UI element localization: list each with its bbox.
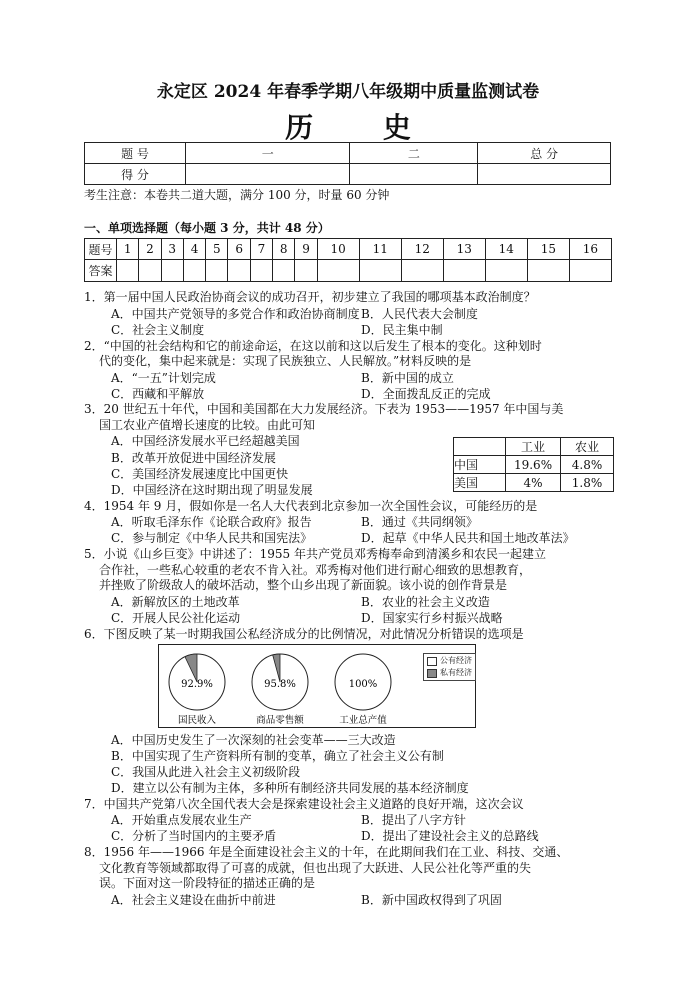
q3-table-cell: 中国 [454, 456, 506, 474]
question-option[interactable]: C．美国经济发展速度比中国更快 [111, 467, 289, 481]
pie-value-label: 95.8% [264, 679, 296, 690]
pie-category-label: 商品零售额 [256, 715, 304, 726]
q3-table-cell: 19.6% [505, 456, 560, 474]
answer-grid-number: 10 [317, 239, 359, 260]
score-col-section2: 二 [350, 143, 478, 164]
question-stem-line: 6．下图反映了某一时期我国公私经济成分的比例情况，对此情况分析错误的选项是 [84, 627, 524, 641]
question-option[interactable]: C．分析了当时国内的主要矛盾 [111, 829, 277, 843]
answer-grid-number: 15 [527, 239, 569, 260]
answer-cell[interactable] [206, 260, 228, 282]
answer-cell[interactable] [527, 260, 569, 282]
answer-grid-number: 16 [569, 239, 611, 260]
question-option[interactable]: D．国家实行乡村振兴战略 [361, 611, 503, 625]
answer-cell[interactable] [401, 260, 443, 282]
question-option[interactable]: A．中国历史发生了一次深刻的社会变革——三大改造 [111, 733, 396, 747]
answer-cell[interactable] [273, 260, 295, 282]
answer-cell[interactable] [295, 260, 317, 282]
score-col-section1: 一 [186, 143, 350, 164]
question-option[interactable]: D．提出了建设社会主义的总路线 [361, 829, 539, 843]
question-option[interactable]: D．中国经济在这时期出现了明显发展 [111, 483, 313, 497]
q3-table-cell: 1.8% [561, 474, 614, 492]
legend-swatch-private [427, 669, 437, 678]
answer-grid-number: 7 [250, 239, 272, 260]
question-stem-line: 并挫败了阶级敌人的破坏活动，整个山乡出现了新面貌。该小说的创作背景是 [99, 578, 508, 592]
question-stem-line: 合作社，一些私心较重的老农不肯入社。邓秀梅对他们进行耐心细致的思想教育， [99, 563, 532, 577]
answer-cell[interactable] [117, 260, 139, 282]
answer-cell[interactable] [250, 260, 272, 282]
answer-grid [84, 238, 612, 282]
score-cell-section2[interactable] [350, 164, 478, 185]
question-option[interactable]: D．全面拨乱反正的完成 [361, 387, 491, 401]
score-table [84, 142, 611, 185]
question-stem-line: 2．“中国的社会结构和它的前途命运，在这以前和这以后发生了根本的变化。这种划时 [84, 339, 542, 353]
q3-table-cell: 4% [505, 474, 560, 492]
answer-grid-number: 3 [161, 239, 183, 260]
q3-table-header [454, 438, 506, 456]
question-stem-line: 国工农业产值增长速度的比较。由此可知 [99, 418, 316, 432]
q3-table-header: 农业 [561, 438, 614, 456]
legend-item-private [427, 667, 472, 679]
score-col-total: 总 分 [478, 143, 611, 164]
pie-category-label: 国民收入 [177, 715, 217, 726]
pie-figure [158, 644, 476, 728]
answer-grid-number: 4 [183, 239, 205, 260]
question-option[interactable]: B．提出了八字方针 [361, 813, 466, 827]
answer-cell[interactable] [183, 260, 205, 282]
answer-grid-label-number: 题号 [85, 239, 117, 260]
question-option[interactable]: A．中国经济发展水平已经超越美国 [111, 434, 300, 448]
question-stem-line: 3．20 世纪五十年代，中国和美国都在大力发展经济。下表为 1953——1957 年中国与美 [84, 402, 564, 416]
question-stem-line: 1．第一届中国人民政治协商会议的成功召开，初步建立了我国的哪项基本政治制度？ [84, 290, 536, 304]
question-option[interactable]: C．社会主义制度 [111, 323, 205, 337]
question-option[interactable]: A．社会主义建设在曲折中前进 [111, 893, 276, 907]
exam-title: 永定区 2024 年春季学期八年级期中质量监测试卷 [156, 82, 540, 102]
question-stem-line: 8．1956 年——1966 年是全面建设社会主义的十年，在此期间我们在工业、科技、交通、 [84, 845, 569, 859]
question-stem-line: 5．小说《山乡巨变》中讲述了：1955 年共产党员邓秀梅奉命到清溪乡和农民一起建立 [84, 547, 546, 561]
question-option[interactable]: B．改革开放促进中国经济发展 [111, 451, 276, 465]
answer-cell[interactable] [317, 260, 359, 282]
score-row-label-score: 得 分 [85, 164, 186, 185]
answer-cell[interactable] [161, 260, 183, 282]
subject-title: 历 史 [285, 111, 441, 144]
answer-cell[interactable] [139, 260, 161, 282]
question-option[interactable]: C．我国从此进入社会主义初级阶段 [111, 765, 301, 779]
pie-legend [423, 653, 476, 681]
q3-table-cell: 4.8% [561, 456, 614, 474]
legend-label-private: 私有经济 [440, 668, 472, 677]
q3-table-cell: 美国 [454, 474, 506, 492]
section1-heading: 一、单项选择题（每小题 3 分，共计 48 分） [84, 221, 330, 235]
score-row-label-number: 题 号 [85, 143, 186, 164]
question-option[interactable]: D．起草《中华人民共和国土地改革法》 [361, 531, 575, 545]
question-option[interactable]: B．通过《共同纲领》 [361, 515, 478, 529]
legend-swatch-public [427, 657, 437, 666]
question-option[interactable]: A．中国共产党领导的多党合作和政治协商制度 [111, 307, 360, 321]
pie-3 [335, 654, 391, 726]
question-stem-line: 代的变化，集中起来就是：实现了民族独立、人民解放。”材料反映的是 [99, 354, 472, 368]
exam-notice: 考生注意：本卷共二道大题，满分 100 分，时量 60 分钟 [84, 188, 390, 202]
legend-label-public: 公有经济 [440, 656, 472, 665]
q3-comparison-table [453, 437, 614, 492]
question-stem-line: 文化教育等领域都取得了可喜的成就，但也出现了大跃进、人民公社化等严重的失 [99, 861, 532, 875]
question-option[interactable]: D．民主集中制 [361, 323, 443, 337]
pie-value-label: 92.9% [181, 679, 213, 690]
answer-cell[interactable] [228, 260, 250, 282]
q3-table-header: 工业 [505, 438, 560, 456]
answer-grid-number: 11 [359, 239, 401, 260]
question-option[interactable]: D．建立以公有制为主体，多种所有制经济共同发展的基本经济制度 [111, 781, 469, 795]
answer-grid-number: 12 [401, 239, 443, 260]
question-stem-line: 7．中国共产党第八次全国代表大会是探索建设社会主义道路的良好开端，这次会议 [84, 797, 524, 811]
answer-grid-number: 9 [295, 239, 317, 260]
question-option[interactable]: A．听取毛泽东作《论联合政府》报告 [111, 515, 312, 529]
answer-cell[interactable] [569, 260, 611, 282]
answer-cell[interactable] [443, 260, 485, 282]
question-option[interactable]: C．西藏和平解放 [111, 387, 205, 401]
question-stem-line: 4．1954 年 9 月，假如你是一名人大代表到北京参加一次全国性会议，可能经历的是 [84, 499, 538, 513]
question-option[interactable]: B．农业的社会主义改造 [361, 595, 490, 609]
question-option[interactable]: B．中国实现了生产资料所有制的变革，确立了社会主义公有制 [111, 749, 444, 763]
question-option[interactable]: B．人民代表大会制度 [361, 307, 478, 321]
answer-grid-label-answer: 答案 [85, 260, 117, 282]
answer-grid-number: 8 [273, 239, 295, 260]
question-option[interactable]: B．新中国政权得到了巩固 [361, 893, 502, 907]
answer-grid-number: 5 [206, 239, 228, 260]
pie-category-label: 工业总产值 [339, 715, 387, 726]
pie-1 [169, 654, 225, 726]
question-option[interactable]: C．参与制定《中华人民共和国宪法》 [111, 531, 313, 545]
pie-value-label: 100% [348, 679, 378, 690]
answer-cell[interactable] [359, 260, 401, 282]
question-stem-line: 误。下面对这一阶段特征的描述正确的是 [99, 876, 316, 890]
question-option[interactable]: A．新解放区的土地改革 [111, 595, 240, 609]
question-option[interactable]: B．新中国的成立 [361, 371, 454, 385]
answer-grid-number: 14 [485, 239, 527, 260]
answer-grid-number: 13 [443, 239, 485, 260]
pie-2 [252, 654, 308, 726]
question-option[interactable]: A．开始重点发展农业生产 [111, 813, 252, 827]
score-cell-section1[interactable] [186, 164, 350, 185]
answer-grid-number: 2 [139, 239, 161, 260]
legend-item-public [427, 655, 472, 667]
score-cell-total[interactable] [478, 164, 611, 185]
answer-grid-number: 1 [117, 239, 139, 260]
answer-grid-number: 6 [228, 239, 250, 260]
question-option[interactable]: C．开展人民公社化运动 [111, 611, 241, 625]
answer-cell[interactable] [485, 260, 527, 282]
question-option[interactable]: A．“一五”计划完成 [111, 371, 216, 385]
